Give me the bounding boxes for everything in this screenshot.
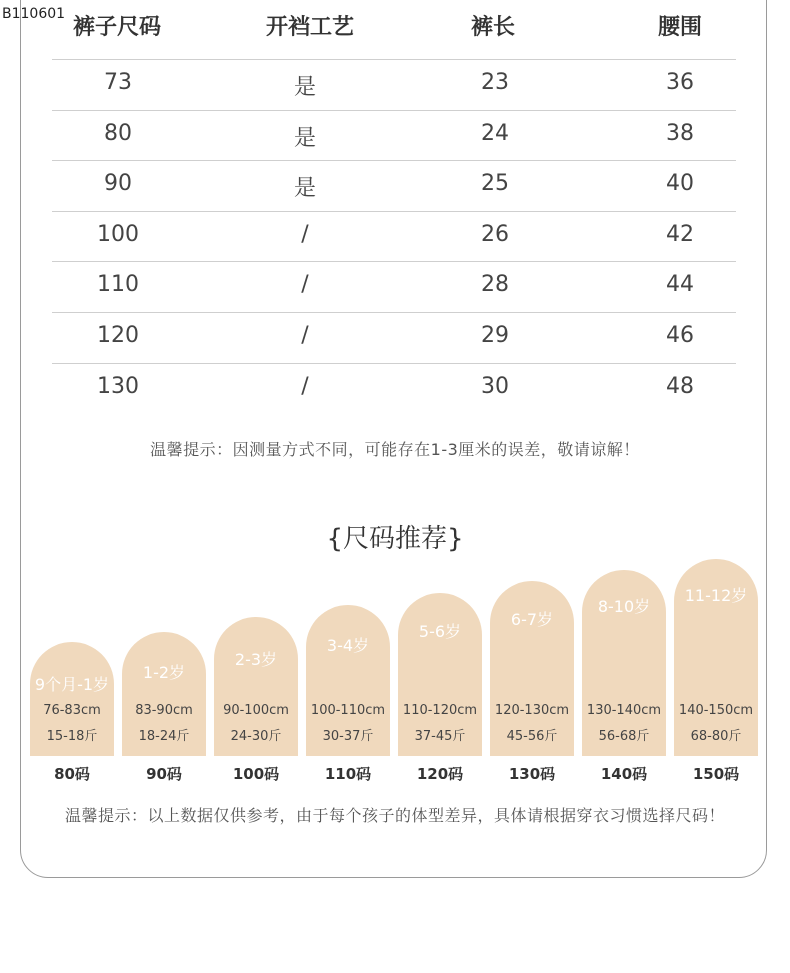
- cell-waist: 44: [666, 272, 694, 298]
- recommend-bar: [582, 570, 666, 756]
- cell-length: 24: [481, 120, 509, 146]
- weight-range: 37-45斤: [414, 729, 466, 744]
- age-label: 8-10岁: [597, 597, 651, 616]
- cell-length: 26: [481, 221, 509, 247]
- header-length: 裤长: [470, 15, 515, 40]
- cell-size: 90: [104, 171, 132, 197]
- table-row: [52, 110, 736, 161]
- cell-waist: 38: [666, 120, 694, 146]
- cell-size: 130: [97, 373, 139, 399]
- table-header: [50, 10, 736, 44]
- weight-range: 30-37斤: [322, 729, 374, 744]
- table-row: [52, 59, 736, 110]
- measurement-tip: 温馨提示：因测量方式不同，可能存在1-3厘米的误差，敬请谅解！: [150, 440, 640, 459]
- height-range: 110-120cm: [402, 703, 478, 718]
- cell-length: 28: [481, 272, 509, 298]
- cell-length: 30: [481, 373, 509, 399]
- recommend-bar: [214, 617, 298, 756]
- size-label: 130码: [508, 765, 556, 783]
- table-row: [52, 363, 736, 414]
- cell-size: 120: [97, 323, 139, 348]
- age-label: 3-4岁: [326, 636, 370, 655]
- age-label: 1-2岁: [142, 663, 186, 682]
- cell-crotch: /: [301, 323, 309, 348]
- weight-range: 68-80斤: [690, 729, 742, 744]
- age-label: 6-7岁: [510, 610, 554, 629]
- reference-tip: 温馨提示：以上数据仅供参考，由于每个孩子的体型差异，具体请根据穿衣习惯选择尺码！: [64, 806, 725, 825]
- weight-range: 24-30斤: [230, 729, 282, 744]
- height-range: 83-90cm: [135, 703, 193, 718]
- age-label: 2-3岁: [234, 650, 278, 669]
- product-code: B110601: [2, 6, 66, 22]
- size-label: 80码: [54, 765, 90, 783]
- cell-size: 100: [97, 221, 139, 247]
- cell-waist: 36: [666, 70, 694, 95]
- cell-crotch: /: [301, 272, 309, 298]
- weight-range: 18-24斤: [138, 729, 190, 744]
- cell-crotch: /: [301, 221, 309, 247]
- recommend-bar: [122, 632, 206, 756]
- recommend-bar: [674, 559, 758, 756]
- header-waist: 腰围: [657, 15, 702, 40]
- cell-size: 73: [104, 70, 132, 95]
- weight-range: 56-68斤: [598, 729, 650, 744]
- height-range: 76-83cm: [43, 703, 101, 718]
- recommend-title: {尺码推荐}: [326, 524, 464, 554]
- cell-crotch: /: [301, 373, 309, 399]
- table-row: [52, 261, 736, 312]
- cell-size: 80: [104, 120, 132, 146]
- cell-length: 23: [481, 70, 509, 95]
- age-label: 9个月-1岁: [34, 675, 110, 694]
- table-row: [52, 160, 736, 211]
- height-range: 130-140cm: [586, 703, 662, 718]
- header-crotch: 开裆工艺: [265, 15, 354, 40]
- height-range: 90-100cm: [223, 703, 289, 718]
- cell-length: 25: [481, 171, 509, 197]
- cell-length: 29: [481, 323, 509, 348]
- table-row: [52, 312, 736, 363]
- age-label: 11-12岁: [684, 586, 748, 605]
- size-label: 140码: [600, 765, 648, 783]
- cell-waist: 40: [666, 171, 694, 197]
- size-label: 100码: [232, 765, 280, 783]
- recommend-bar: [490, 581, 574, 756]
- cell-crotch: 是: [293, 176, 316, 202]
- height-range: 140-150cm: [678, 703, 754, 718]
- weight-range: 15-18斤: [46, 729, 98, 744]
- cell-waist: 48: [666, 373, 694, 399]
- height-range: 100-110cm: [310, 703, 386, 718]
- size-label: 110码: [324, 765, 372, 783]
- cell-waist: 42: [666, 221, 694, 247]
- cell-size: 110: [97, 272, 139, 298]
- size-label: 150码: [692, 765, 740, 783]
- cell-waist: 46: [666, 323, 694, 348]
- recommend-bar: [306, 605, 390, 756]
- cell-crotch: 是: [293, 75, 316, 100]
- table-row: [52, 211, 736, 262]
- weight-range: 45-56斤: [506, 729, 558, 744]
- header-size: 裤子尺码: [72, 15, 161, 40]
- height-range: 120-130cm: [494, 703, 570, 718]
- cell-crotch: 是: [293, 125, 316, 151]
- age-label: 5-6岁: [418, 622, 462, 641]
- size-label: 120码: [416, 765, 464, 783]
- recommend-bar: [30, 642, 114, 756]
- recommend-bar: [398, 593, 482, 756]
- size-label: 90码: [146, 765, 182, 783]
